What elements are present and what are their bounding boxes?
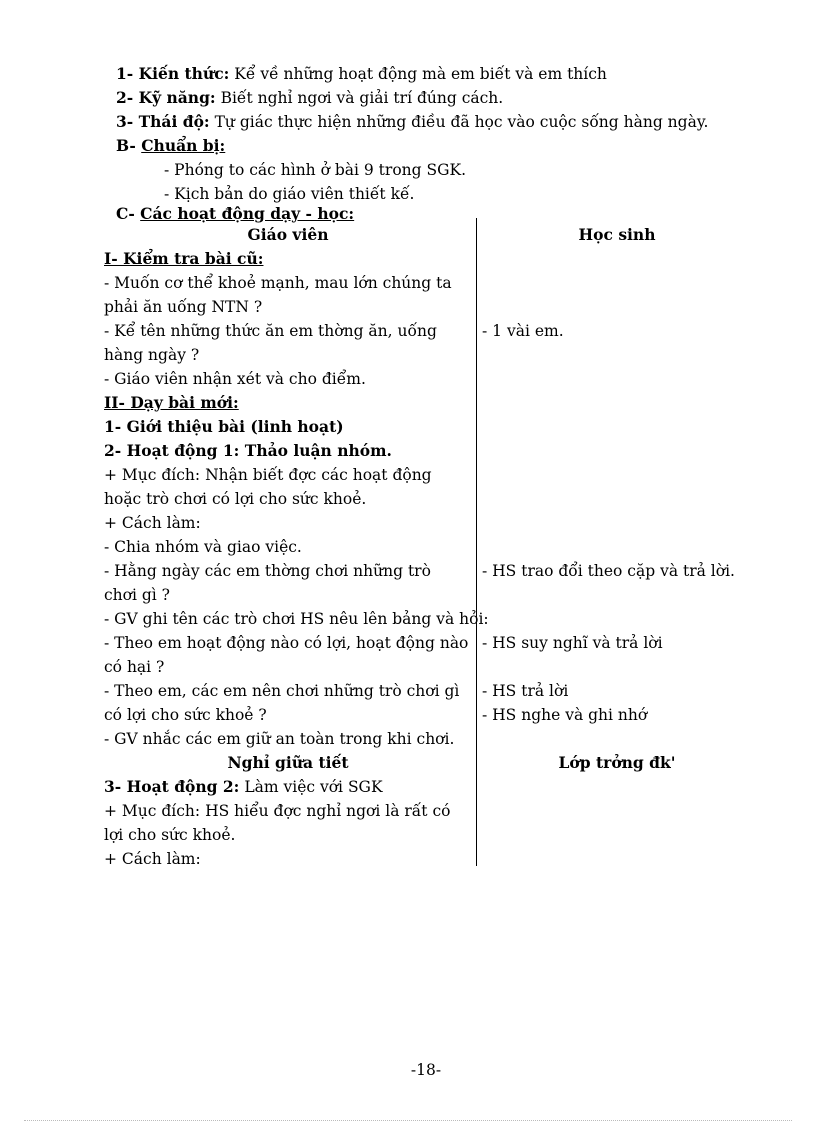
teacher-line: - GV ghi tên các trò chơi HS nêu lên bảng và hỏi:: [104, 610, 489, 628]
student-line: - HS trao đổi theo cặp và trả lời.: [482, 562, 735, 580]
objective-skill: 2- Kỹ năng: Biết nghỉ ngơi và giải trí đúng cách.: [116, 88, 504, 107]
objective-knowledge: 1- Kiến thức: Kể về những hoạt động mà em biết và em thích: [116, 64, 607, 83]
teacher-line: + Cách làm:: [104, 850, 201, 868]
teacher-line: Nghỉ giữa tiết: [227, 753, 349, 772]
prep-heading: B- Chuẩn bị:: [116, 136, 226, 155]
teacher-line: có lợi cho sức khoẻ ?: [104, 706, 267, 724]
teacher-line: - Theo em, các em nên chơi những trò chơi gì: [104, 682, 460, 700]
teacher-line: có hại ?: [104, 658, 165, 676]
teacher-line: hoặc trò chơi có lợi cho sức khoẻ.: [104, 490, 367, 508]
teacher-line: 2- Hoạt động 1: Thảo luận nhóm.: [104, 441, 392, 460]
teacher-line: + Cách làm:: [104, 514, 201, 532]
teacher-line: - Chia nhóm và giao việc.: [104, 538, 302, 556]
student-line: - HS trả lời: [482, 682, 569, 700]
teacher-line: chơi gì ?: [104, 586, 170, 604]
teacher-line: I- Kiểm tra bài cũ:: [104, 249, 264, 268]
teacher-line: 1- Giới thiệu bài (linh hoạt): [104, 417, 344, 436]
column-divider: [476, 218, 477, 866]
break-right-note: Lớp trởng đk': [558, 753, 676, 772]
teacher-line: 3- Hoạt động 2: Làm việc với SGK: [104, 777, 383, 796]
student-line: - HS nghe và ghi nhớ: [482, 706, 648, 724]
page-number: -18-: [410, 1061, 442, 1079]
teacher-line: - Hằng ngày các em thờng chơi những trò: [104, 562, 431, 580]
teacher-line: - GV nhắc các em giữ an toàn trong khi chơi.: [104, 730, 455, 748]
teacher-line: - Kể tên những thức ăn em thờng ăn, uống: [104, 322, 437, 340]
teacher-line: phải ăn uống NTN ?: [104, 298, 263, 316]
teacher-line: - Theo em hoạt động nào có lợi, hoạt động nào: [104, 634, 469, 652]
teacher-column-header: Giáo viên: [247, 225, 329, 244]
prep-item: - Kịch bản do giáo viên thiết kế.: [164, 185, 415, 203]
bottom-border: [24, 1120, 792, 1121]
student-line: - HS suy nghĩ và trả lời: [482, 634, 663, 652]
teacher-line: + Mục đích: HS hiểu đợc nghỉ ngơi là rất có: [104, 802, 451, 820]
teacher-line: - Giáo viên nhận xét và cho điểm.: [104, 370, 366, 388]
teacher-line: II- Dạy bài mới:: [104, 393, 239, 412]
teacher-line: + Mục đích: Nhận biết đợc các hoạt động: [104, 466, 432, 484]
teacher-line: hàng ngày ?: [104, 346, 200, 364]
student-line: - 1 vài em.: [482, 322, 564, 340]
student-column-header: Học sinh: [578, 225, 656, 244]
teacher-line: lợi cho sức khoẻ.: [104, 826, 236, 844]
prep-item: - Phóng to các hình ở bài 9 trong SGK.: [164, 161, 466, 179]
activities-heading: C- Các hoạt động dạy - học:: [116, 204, 355, 223]
objective-attitude: 3- Thái độ: Tự giác thực hiện những điều đã học vào cuộc sống hàng ngày.: [116, 112, 709, 131]
teacher-line: - Muốn cơ thể khoẻ mạnh, mau lớn chúng ta: [104, 274, 452, 292]
